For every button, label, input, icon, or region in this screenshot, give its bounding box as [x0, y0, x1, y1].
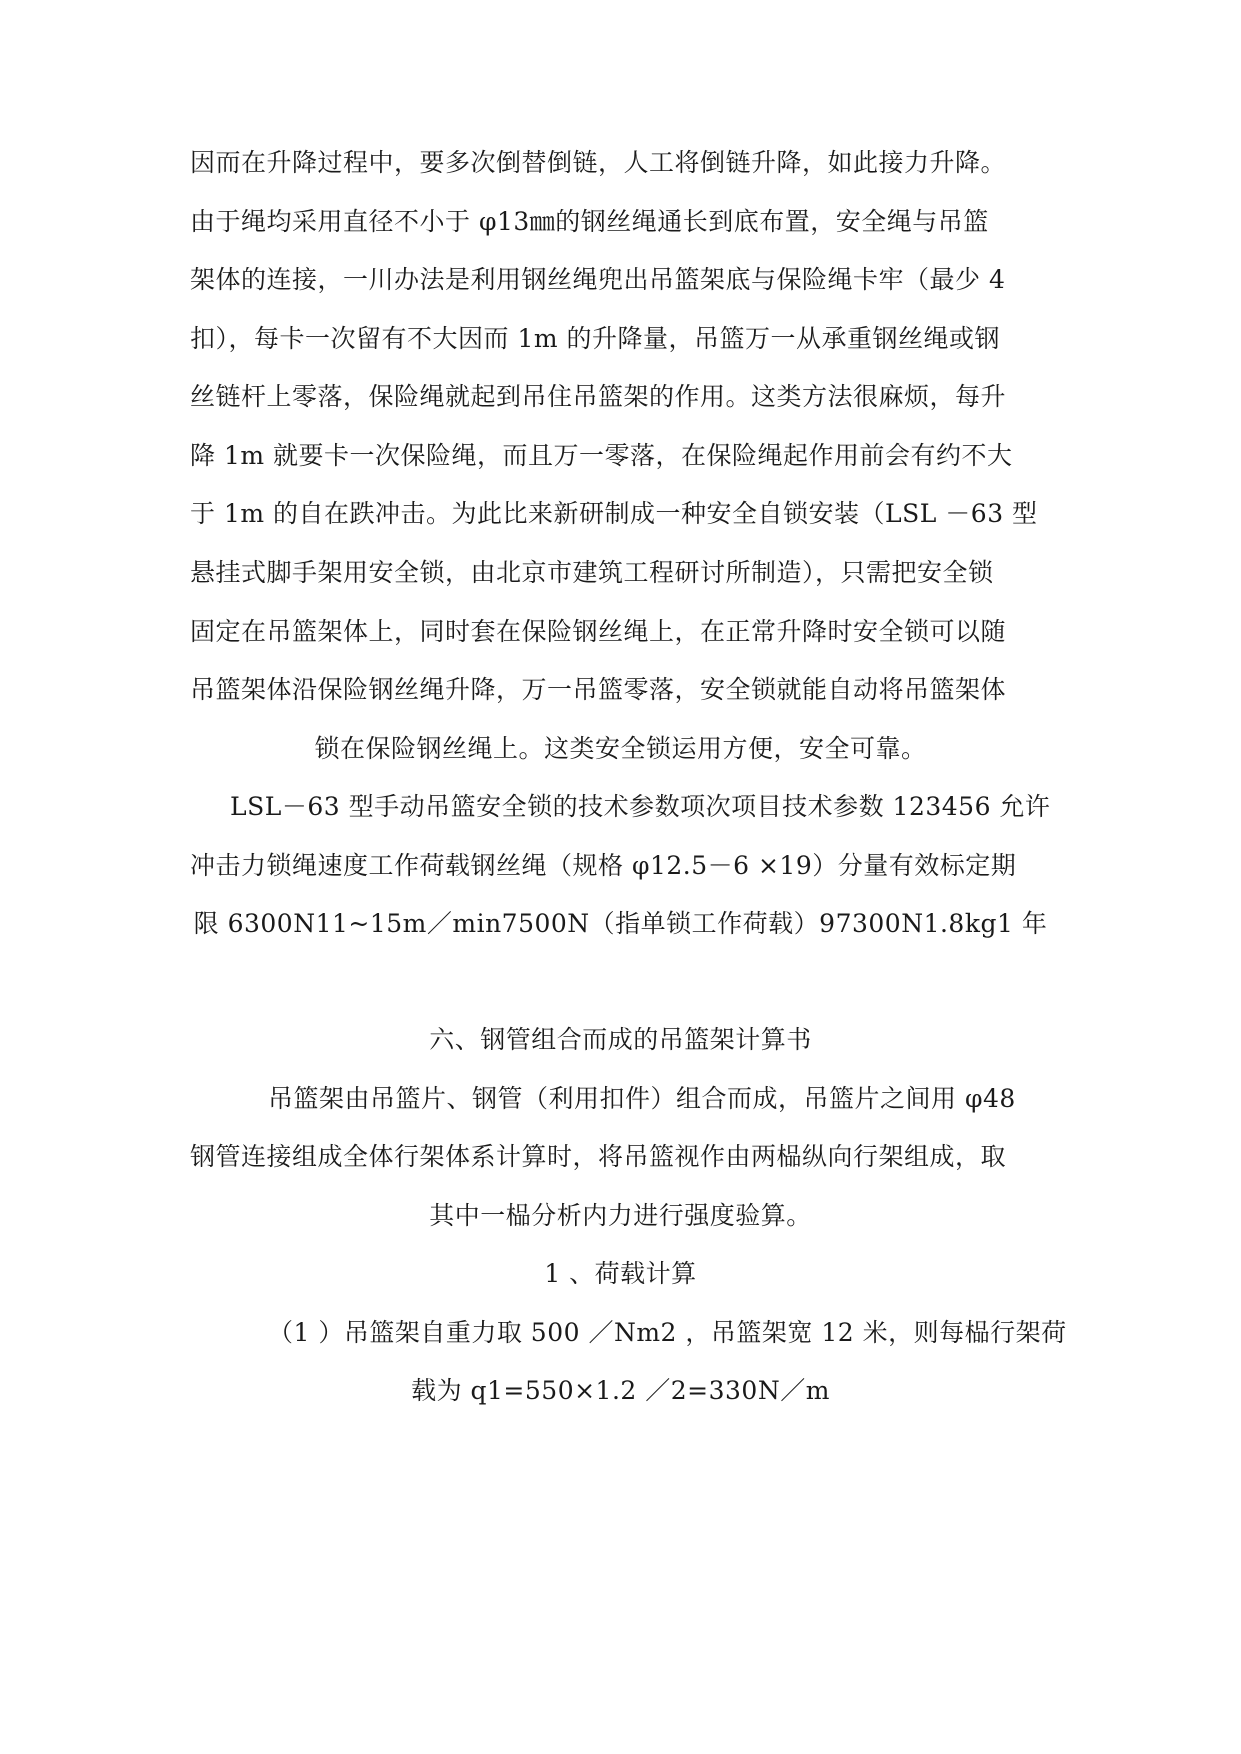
section-text-line: 其中一榀分析内力进行强度验算。 — [429, 1201, 812, 1230]
section-heading: 六、钢管组合而成的吊篮架计算书 — [429, 1025, 812, 1054]
spec-text-line: LSL－63 型手动吊篮安全锁的技术参数项次项目技术参数 123456 允许 — [230, 792, 1051, 821]
body-text-line: 由于绳均采用直径不小于 φ13㎜的钢丝绳通长到底布置，安全绳与吊篮 — [190, 207, 989, 236]
body-text-line: 悬挂式脚手架用安全锁，由北京市建筑工程研讨所制造），只需把安全锁 — [190, 558, 994, 587]
body-text-line: 固定在吊篮架体上，同时套在保险钢丝绳上，在正常升降时安全锁可以随 — [190, 617, 1007, 646]
subsection-heading: 1 、荷载计算 — [544, 1259, 697, 1288]
section-text-line: 钢管连接组成全体行架体系计算时，将吊篮视作由两榀纵向行架组成，取 — [190, 1142, 1007, 1171]
body-text-line: 因而在升降过程中，要多次倒替倒链，人工将倒链升降，如此接力升降。 — [190, 148, 1007, 177]
body-text-line: 扣），每卡一次留有不大因而 1m 的升降量，吊篮万一从承重钢丝绳或钢 — [190, 324, 1001, 353]
body-text-line: 丝链杆上零落，保险绳就起到吊住吊篮架的作用。这类方法很麻烦，每升 — [190, 382, 1007, 411]
body-text-line: 锁在保险钢丝绳上。这类安全锁运用方便，安全可靠。 — [314, 734, 927, 763]
spec-text-line: 冲击力锁绳速度工作荷载钢丝绳（规格 φ12.5－6 ×19）分量有效标定期 — [190, 851, 1017, 880]
body-text-line: 架体的连接，一川办法是利用钢丝绳兜出吊篮架底与保险绳卡牢（最少 4 — [190, 265, 1006, 294]
body-text-line: 吊篮架体沿保险钢丝绳升降，万一吊篮零落，安全锁就能自动将吊篮架体 — [190, 675, 1007, 704]
body-text-line: 于 1m 的自在跌冲击。为此比来新研制成一种安全自锁安装（LSL －63 型 — [190, 499, 1038, 528]
item-text-line: （1 ）吊篮架自重力取 500 ／Nm2 ，吊篮架宽 12 米，则每榀行架荷 — [268, 1318, 1067, 1347]
item-text-line: 载为 q1=550×1.2 ／2=330N／m — [411, 1376, 830, 1405]
spec-text-line: 限 6300N11~15m／min7500N（指单锁工作荷载）97300N1.8kg1 年 — [193, 909, 1048, 938]
section-text-line: 吊篮架由吊篮片、钢管（利用扣件）组合而成，吊篮片之间用 φ48 — [268, 1084, 1016, 1113]
body-text-line: 降 1m 就要卡一次保险绳，而且万一零落，在保险绳起作用前会有约不大 — [190, 441, 1013, 470]
